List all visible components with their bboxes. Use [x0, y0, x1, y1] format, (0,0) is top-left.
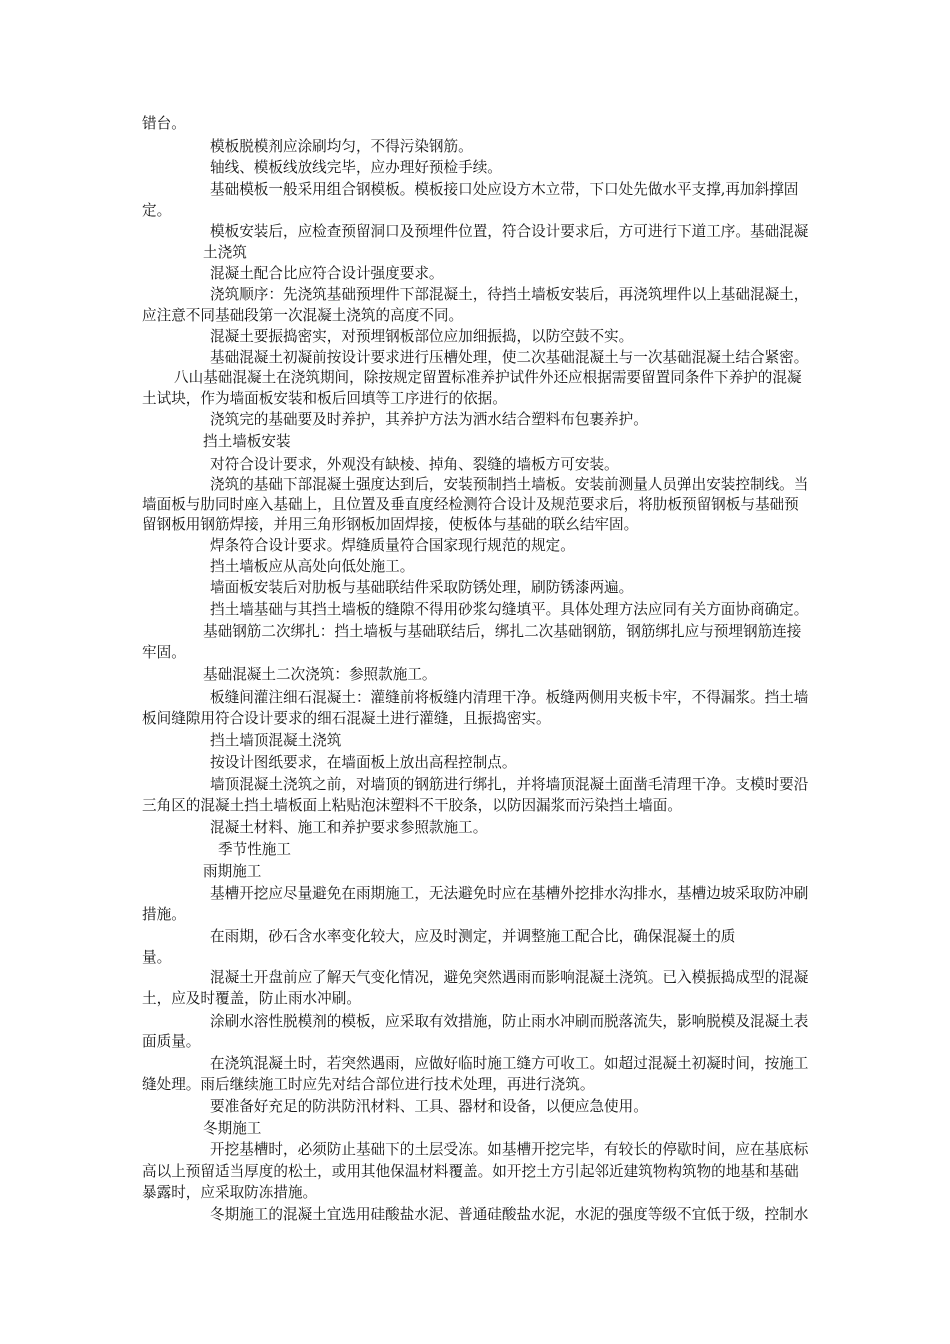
text-line: 浇筑的基础下部混凝土强度达到后，安装预制挡土墙板。安装前测量人员弹出安装控制线。当: [210, 476, 809, 493]
text-line: 基槽开挖应尽量避免在雨期施工，无法避免时应在基槽外挖排水沟排水，基槽边坡采取防冲刷: [210, 885, 809, 902]
text-line: 定。: [142, 202, 172, 219]
text-line: 浇筑顺序：先浇筑基础预埋件下部混凝土，待挡土墙板安装后，再浇筑埋件以上基础混凝土，: [210, 286, 809, 303]
text-line: 混凝土材料、施工和养护要求参照款施工。: [210, 819, 488, 836]
text-line: 板间缝隙用符合设计要求的细石混凝土进行灌缝，且振捣密实。: [142, 710, 551, 727]
text-line: 牢固。: [142, 644, 186, 661]
text-line: 挡土墙板应从高处向低处施工。: [210, 558, 415, 575]
text-line: 措施。: [142, 906, 186, 923]
text-line: 土，应及时覆盖，防止雨水冲刷。: [142, 990, 361, 1007]
text-line: 留钢板用钢筋焊接，并用三角形钢板加固焊接，使板体与基础的联幺结牢固。: [142, 516, 639, 533]
text-line: 对符合设计要求，外观没有缺棱、掉角、裂缝的墙板方可安装。: [210, 456, 619, 473]
text-line: 混凝土配合比应符合设计强度要求。: [210, 265, 444, 282]
text-line: 冬期施工: [203, 1120, 262, 1137]
text-line: 挡土墙板安装: [203, 433, 291, 450]
text-line: 季节性施工: [218, 841, 291, 858]
text-line: 涂刷水溶性脱模剂的模板，应采取有效措施，防止雨水冲刷而脱落流失，影响脱模及混凝土表: [210, 1013, 809, 1030]
text-line: 量。: [142, 949, 172, 966]
text-line: 开挖基槽时，必须防止基础下的土层受冻。如基槽开挖完毕，有较长的停歇时间，应在基底标: [210, 1141, 809, 1158]
text-line: 基础钢筋二次绑扎：挡土墙板与基础联结后，绑扎二次基础钢筋，钢筋绑扎应与预埋钢筋连接: [203, 623, 802, 640]
text-line: 雨期施工: [203, 863, 262, 880]
text-line: 三角区的混凝土挡土墙板面上粘贴泡沫塑料不干胶条，以防因漏浆而污染挡土墙面。: [142, 797, 682, 814]
text-line: 基础混凝土初凝前按设计要求进行压槽处理，使二次基础混凝土与一次基础混凝土结合紧密。: [210, 349, 809, 366]
text-line: 轴线、模板线放线完毕，应办理好预检手续。: [210, 159, 502, 176]
text-line: 焊条符合设计要求。焊缝质量符合国家现行规范的规定。: [210, 537, 575, 554]
text-line: 在雨期，砂石含水率变化较大，应及时测定，并调整施工配合比，确保混凝土的质: [210, 928, 736, 945]
text-line: 模板脱模剂应涂刷均匀，不得污染钢筋。: [210, 138, 473, 155]
text-line: 混凝土开盘前应了解天气变化情况，避免突然遇雨而影响混凝土浇筑。已入模振捣成型的混凝: [210, 969, 809, 986]
text-line: 基础模板一般采用组合钢模板。模板接口处应设方木立带，下口处先做水平支撑,再加斜撑固: [210, 181, 799, 198]
text-line: 要准备好充足的防洪防汛材料、工具、器材和设备，以便应急使用。: [210, 1098, 648, 1115]
text-line: 冬期施工的混凝土宜选用硅酸盐水泥、普通硅酸盐水泥，水泥的强度等级不宜低于级，控制水: [210, 1206, 809, 1223]
text-line: 基础混凝土二次浇筑：参照款施工。: [203, 666, 437, 683]
text-line: 混凝土要振捣密实，对预埋钢板部位应加细振捣，以防空鼓不实。: [210, 328, 634, 345]
text-line: 高以上预留适当厚度的松土，或用其他保温材料覆盖。如开挖土方引起邻近建筑物构筑物的地基和基础: [142, 1163, 799, 1180]
text-line: 错台。: [142, 115, 186, 132]
text-line: 模板安装后，应检查预留洞口及预埋件位置，符合设计要求后，方可进行下道工序。基础混凝: [210, 223, 809, 240]
text-line: 按设计图纸要求，在墙面板上放出高程控制点。: [210, 754, 517, 771]
text-line: 面质量。: [142, 1033, 201, 1050]
text-line: 在浇筑混凝土时，若突然遇雨，应做好临时施工缝方可收工。如超过混凝土初凝时间，按施工: [210, 1055, 809, 1072]
text-line: 应注意不同基础段第一次混凝土浇筑的高度不同。: [142, 307, 464, 324]
text-line: 土试块，作为墙面板安装和板后回填等工序进行的依据。: [142, 390, 507, 407]
text-line: 缝处理。雨后继续施工时应先对结合部位进行技术处理，再进行浇筑。: [142, 1076, 595, 1093]
text-line: 挡土墙顶混凝土浇筑: [210, 732, 342, 749]
text-line: 板缝间灌注细石混凝土：灌缝前将板缝内清理干净。板缝两侧用夹板卡牢，不得漏浆。挡土墙: [210, 689, 809, 706]
text-line: 墙顶混凝土浇筑之前，对墙顶的钢筋进行绑扎，并将墙顶混凝土面凿毛清理干净。支模时要沿: [210, 776, 809, 793]
text-line: 浇筑完的基础要及时养护，其养护方法为洒水结合塑料布包裹养护。: [210, 411, 648, 428]
text-line: 暴露时，应采取防冻措施。: [142, 1184, 318, 1201]
text-line: 墙面板与肋同时座入基础上，且位置及垂直度经检测符合设计及规范要求后，将肋板预留钢板与基础预: [142, 496, 799, 513]
text-line: 墙面板安装后对肋板与基础联结件采取防锈处理，刷防锈漆两遍。: [210, 579, 634, 596]
text-line: 土浇筑: [203, 244, 247, 261]
text-line: 挡土墙基础与其挡土墙板的缝隙不得用砂浆勾缝填平。具体处理方法应同有关方面协商确定。: [210, 601, 809, 618]
text-line: 八山基础混凝土在浇筑期间，除按规定留置标准养护试件外还应根据需要留置同条件下养护的混凝: [174, 369, 802, 386]
